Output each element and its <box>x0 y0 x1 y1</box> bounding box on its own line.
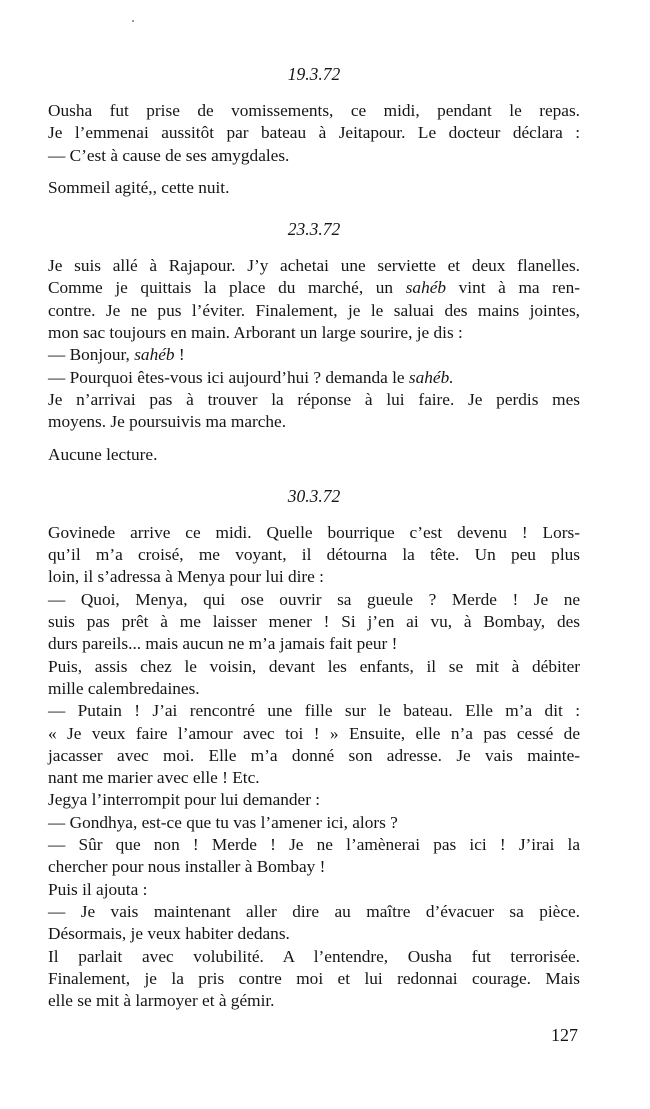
paragraph <box>48 255 580 433</box>
entry-date: 30.3.72 <box>287 485 341 506</box>
text-line: Jegya l’interrompit pour lui demander : <box>48 790 321 810</box>
text-line: suis pas prêt à me laisser mener ! Si j’en ai vu, à Bombay, des <box>48 612 580 632</box>
text-line: Puis il ajouta : <box>48 879 148 899</box>
text-line: — Putain ! J’ai rencontré une fille sur le bateau. Elle m’a dit : <box>48 701 580 721</box>
text-line: loin, il s’adressa à Menya pour lui dire : <box>48 567 324 587</box>
text-line: — Quoi, Menya, qui ose ouvrir sa gueule ? Merde ! Je ne <box>48 589 580 609</box>
page-number: 127 <box>551 1025 578 1045</box>
journal-page-body <box>48 62 580 1022</box>
text-line: « Je veux faire l’amour avec toi ! » Ensuite, elle n’a pas cessé de <box>48 723 580 743</box>
text-line: mille calembredaines. <box>48 678 200 698</box>
text-line: — C’est à cause de ses amygdales. <box>48 145 290 165</box>
text-line: Govinede arrive ce midi. Quelle bourrique c’est devenu ! Lors- <box>48 522 580 542</box>
text-line: — Bonjour, sahéb ! <box>48 345 185 365</box>
text-line: qu’il m’a croisé, me voyant, il détourna la tête. Un peu plus <box>48 545 580 565</box>
entry-date: 19.3.72 <box>287 64 341 84</box>
text-line: mon sac toujours en main. Arborant un large sourire, je dis : <box>48 323 463 343</box>
scan-speck <box>132 20 134 22</box>
paragraph <box>48 444 580 466</box>
text-line: — Pourquoi êtes-vous ici aujourd’hui ? demanda le sahéb. <box>48 367 454 387</box>
entry-date: 23.3.72 <box>287 219 341 240</box>
text-line: Il parlait avec volubilité. A l’entendre, Ousha fut terrorisée. <box>48 946 580 966</box>
text-line: nant me marier avec elle ! Etc. <box>48 768 260 788</box>
text-line: Puis, assis chez le voisin, devant les enfants, il se mit à débiter <box>48 656 580 676</box>
text-line: — Sûr que non ! Merde ! Je ne l’amènerai pas ici ! J’irai la <box>48 835 580 855</box>
text-line: durs pareils... mais aucun ne m’a jamais fait peur ! <box>48 634 398 654</box>
text-line: Je suis allé à Rajapour. J’y achetai une serviette et deux flanelles. <box>48 256 580 276</box>
paragraph <box>48 522 580 1013</box>
text-line: moyens. Je poursuivis ma marche. <box>48 412 287 432</box>
text-line: — Gondhya, est-ce que tu vas l’amener ici, alors ? <box>48 812 398 832</box>
text-line: Comme je quittais la place du marché, un sahéb vint à ma ren- <box>48 278 580 298</box>
text-line: contre. Je ne pus l’éviter. Finalement, je le saluai des mains jointes, <box>48 300 580 320</box>
text-line: Ousha fut prise de vomissements, ce midi, pendant le repas. <box>48 101 580 120</box>
text-line: Aucune lecture. <box>48 444 158 464</box>
text-line: elle se mit à larmoyer et à gémir. <box>48 991 275 1011</box>
text-line: Je l’emmenai aussitôt par bateau à Jeitapour. Le docteur déclara : <box>48 123 580 143</box>
text-line: Désormais, je veux habiter dedans. <box>48 924 290 944</box>
text-line: Sommeil agité,, cette nuit. <box>48 177 230 197</box>
text-line: jacasser avec moi. Elle m’a donné son adresse. Je vais mainte- <box>48 745 580 765</box>
paragraph <box>48 100 580 167</box>
text-line: Je n’arrivai pas à trouver la réponse à lui faire. Je perdis mes <box>48 389 580 409</box>
paragraph <box>48 177 580 199</box>
text-line: Finalement, je la pris contre moi et lui redonnai courage. Mais <box>48 968 580 988</box>
text-line: — Je vais maintenant aller dire au maître d’évacuer sa pièce. <box>48 901 580 921</box>
text-line: chercher pour nous installer à Bombay ! <box>48 857 326 877</box>
